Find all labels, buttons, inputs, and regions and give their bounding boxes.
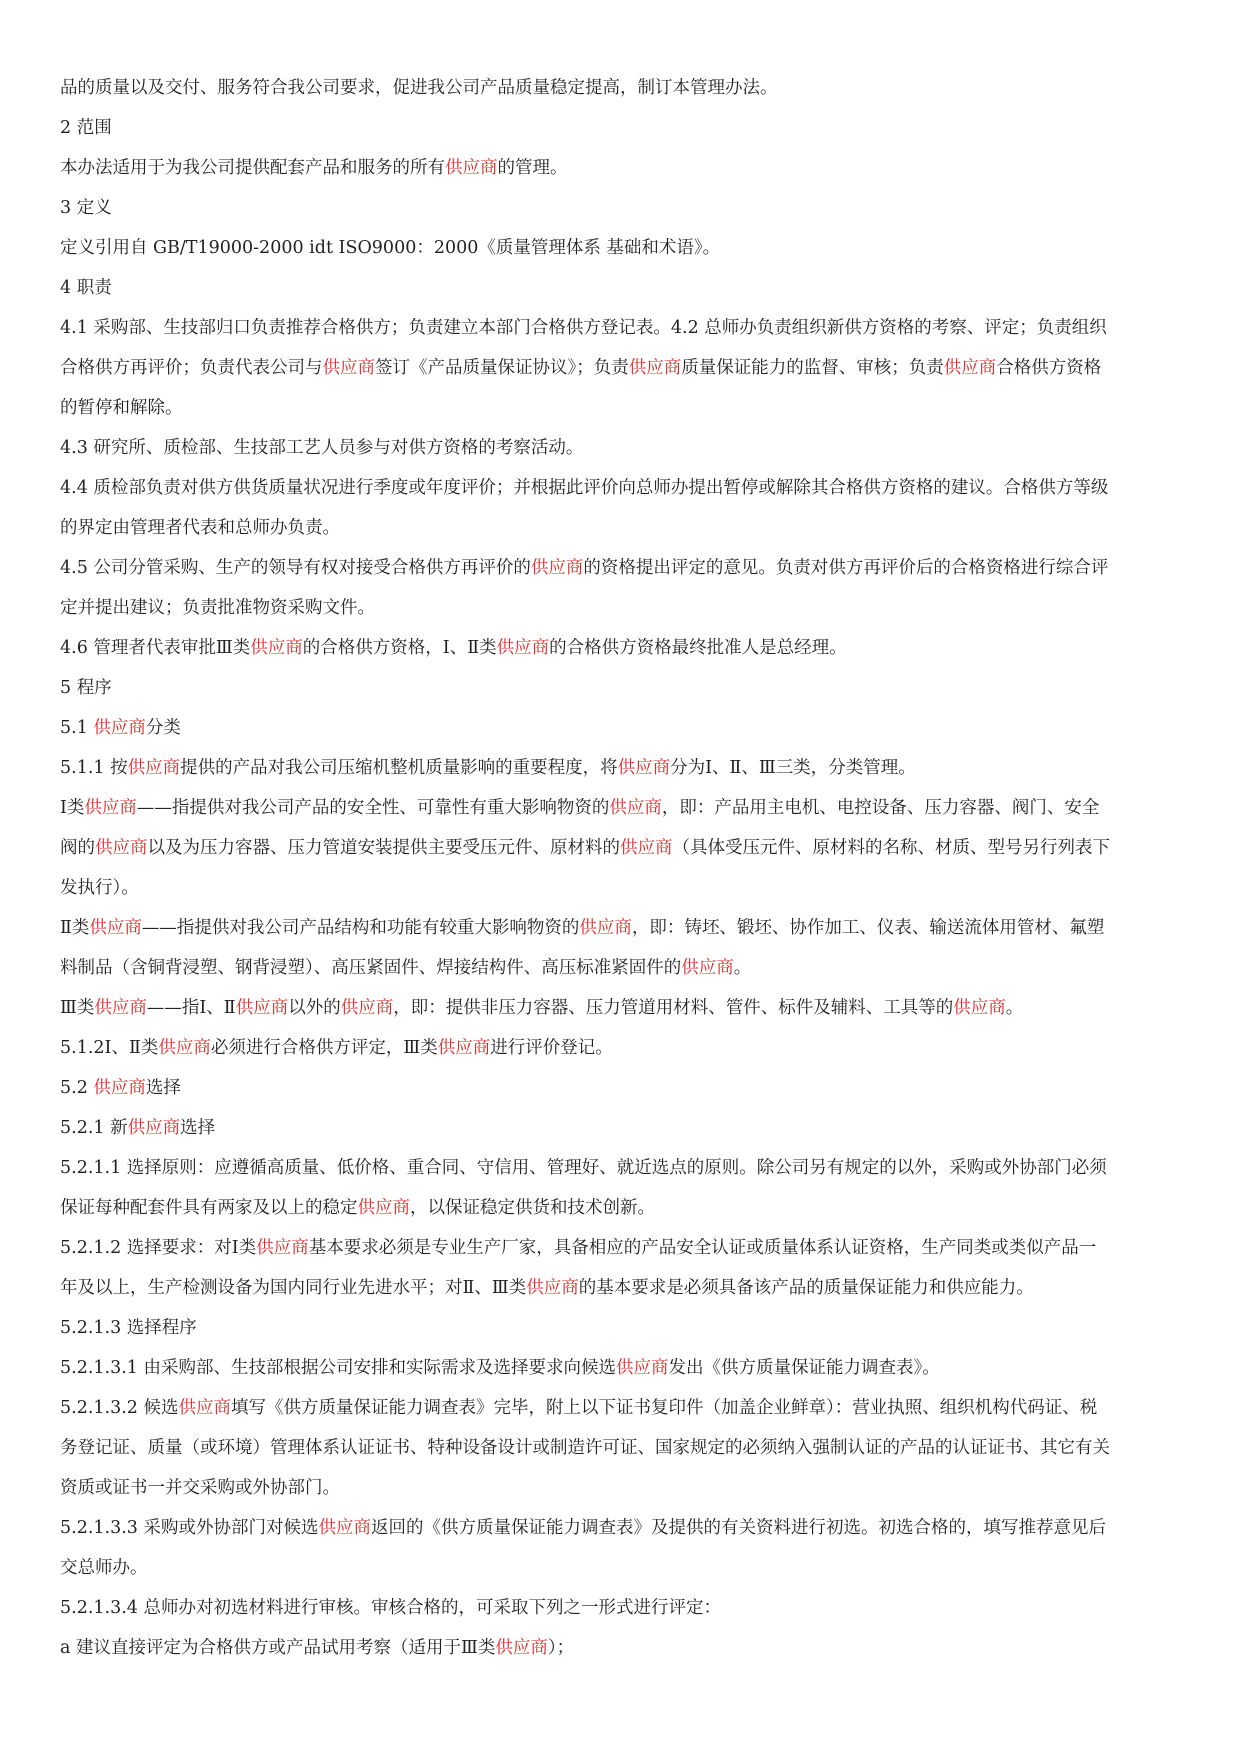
- text-segment: 质量保证能力的监督、审核；负责: [681, 358, 944, 378]
- text-line: [60, 188, 1188, 228]
- text-line: [60, 1188, 1188, 1228]
- highlighted-keyword: 供应商: [943, 358, 997, 378]
- text-segment: ——指提供对我公司产品的安全性、可靠性有重大影响物资的: [136, 798, 610, 818]
- text-segment: 的合格供方资格，Ⅰ、Ⅱ类: [302, 638, 497, 658]
- text-segment: 4.5 公司分管采购、生产的领导有权对接受合格供方再评价的: [60, 558, 531, 578]
- text-segment: 合格供方资格: [996, 358, 1102, 378]
- text-segment: Ⅲ类: [60, 998, 95, 1018]
- text-line: [60, 988, 1188, 1028]
- text-segment: 5.2.1.3.4 总师办对初选材料进行审核。审核合格的，可采取下列之一形式进行评定：: [60, 1598, 721, 1618]
- text-segment: 的基本要求是必须具备该产品的质量保证能力和供应能力。: [578, 1278, 1034, 1298]
- highlighted-keyword: 供应商: [609, 798, 662, 818]
- highlighted-keyword: 供应商: [496, 638, 550, 658]
- text-segment: 资质或证书一并交采购或外协部门。: [60, 1478, 340, 1498]
- text-line: [60, 948, 1188, 988]
- text-segment: （具体受压元件、原材料的名称、材质、型号另行列表下: [672, 838, 1110, 858]
- text-segment: 4.4 质检部负责对供方供货质量状况进行季度或年度评价；并根据此评价向总师办提出暂停或解除其合格供方资格的建议。合格供方等级: [60, 478, 1109, 498]
- text-segment: 4 职责: [60, 278, 112, 298]
- text-segment: ，以保证稳定供货和技术创新。: [410, 1198, 655, 1218]
- text-line: [60, 1268, 1188, 1308]
- text-segment: 签订《产品质量保证协议》；负责: [375, 358, 629, 378]
- text-segment: 保证每种配套件具有两家及以上的稳定: [60, 1198, 358, 1218]
- text-segment: 5.2.1.2 选择要求：对Ⅰ类: [60, 1238, 257, 1258]
- highlighted-keyword: 供应商: [235, 998, 289, 1018]
- text-segment: 分为Ⅰ、Ⅱ、Ⅲ三类，分类管理。: [670, 758, 916, 778]
- text-segment: 合格供方再评价；负责代表公司与: [60, 358, 323, 378]
- text-line: [60, 1308, 1188, 1348]
- text-segment: 5.2.1.3.2 候选: [60, 1398, 179, 1418]
- text-segment: 本办法适用于为我公司提供配套产品和服务的所有: [60, 158, 445, 178]
- highlighted-keyword: 供应商: [256, 1238, 309, 1258]
- text-line: [60, 748, 1188, 788]
- text-segment: 选择: [180, 1118, 216, 1138]
- text-segment: a 建议直接评定为合格供方或产品试用考察（适用于Ⅲ类: [60, 1638, 496, 1658]
- highlighted-keyword: 供应商: [84, 798, 137, 818]
- text-line: [60, 548, 1188, 588]
- text-segment: 分类: [145, 718, 181, 738]
- text-segment: 发出《供方质量保证能力调查表》。: [668, 1358, 940, 1378]
- highlighted-keyword: 供应商: [322, 358, 375, 378]
- highlighted-keyword: 供应商: [93, 718, 146, 738]
- text-segment: 返回的《供方质量保证能力调查表》及提供的有关资料进行初选。初选合格的，填写推荐意见后: [370, 1518, 1106, 1538]
- highlighted-keyword: 供应商: [681, 958, 734, 978]
- highlighted-keyword: 供应商: [445, 158, 498, 178]
- highlighted-keyword: 供应商: [127, 1118, 181, 1138]
- highlighted-keyword: 供应商: [93, 1078, 146, 1098]
- text-segment: Ⅱ类: [60, 918, 90, 938]
- text-line: [60, 708, 1188, 748]
- text-segment: ）；: [547, 1638, 575, 1658]
- text-segment: 5.2.1.3.3 采购或外协部门对候选: [60, 1518, 319, 1538]
- highlighted-keyword: 供应商: [340, 998, 394, 1018]
- text-segment: 年及以上，生产检测设备为国内同行业先进水平；对Ⅱ、Ⅲ类: [60, 1278, 527, 1298]
- text-segment: 2 范围: [60, 118, 112, 138]
- highlighted-keyword: 供应商: [89, 918, 142, 938]
- text-segment: 5.2.1.3.1 由采购部、生技部根据公司安排和实际需求及选择要求向候选: [60, 1358, 616, 1378]
- text-segment: Ⅰ类: [60, 798, 85, 818]
- text-line: [60, 228, 1188, 268]
- text-segment: 5.2.1.1 选择原则：应遵循高质量、低价格、重合同、守信用、管理好、就近选点的原则。除公司另有规定的以外，采购或外协部门必须: [60, 1158, 1107, 1178]
- text-line: [60, 668, 1188, 708]
- text-line: [60, 1348, 1188, 1388]
- text-line: [60, 348, 1188, 388]
- text-line: [60, 388, 1188, 428]
- text-segment: 定并提出建议；负责批准物资采购文件。: [60, 598, 375, 618]
- text-segment: 5.1.2Ⅰ、Ⅱ类: [60, 1038, 159, 1058]
- text-segment: 填写《供方质量保证能力调查表》完毕，附上以下证书复印件（加盖企业鲜章）：营业执照、组织机构代码证、税: [230, 1398, 1098, 1418]
- highlighted-keyword: 供应商: [495, 1638, 548, 1658]
- text-segment: 5.2.1 新: [60, 1118, 128, 1138]
- highlighted-keyword: 供应商: [579, 918, 632, 938]
- text-segment: 5.1.1 按: [60, 758, 128, 778]
- text-segment: 进行评价登记。: [490, 1038, 613, 1058]
- text-segment: 5.2: [60, 1078, 94, 1098]
- text-segment: ——指Ⅰ、Ⅱ: [146, 998, 236, 1018]
- document-body: [60, 68, 1188, 1668]
- highlighted-keyword: 供应商: [357, 1198, 410, 1218]
- text-line: [60, 308, 1188, 348]
- text-line: [60, 1508, 1188, 1548]
- text-segment: 的暂停和解除。: [60, 398, 183, 418]
- highlighted-keyword: 供应商: [615, 1358, 669, 1378]
- text-line: [60, 628, 1188, 668]
- text-segment: ——指提供对我公司产品结构和功能有较重大影响物资的: [141, 918, 580, 938]
- text-line: [60, 828, 1188, 868]
- text-line: [60, 1588, 1188, 1628]
- highlighted-keyword: 供应商: [620, 838, 673, 858]
- text-segment: 5.1: [60, 718, 94, 738]
- text-line: [60, 908, 1188, 948]
- highlighted-keyword: 供应商: [437, 1038, 491, 1058]
- text-line: [60, 468, 1188, 508]
- text-segment: 。: [733, 958, 752, 978]
- text-line: [60, 108, 1188, 148]
- highlighted-keyword: 供应商: [617, 758, 671, 778]
- highlighted-keyword: 供应商: [953, 998, 1006, 1018]
- highlighted-keyword: 供应商: [94, 998, 147, 1018]
- highlighted-keyword: 供应商: [530, 558, 584, 578]
- text-segment: 选择: [145, 1078, 181, 1098]
- text-line: [60, 68, 1188, 108]
- text-segment: 5 程序: [60, 678, 112, 698]
- text-segment: 料制品（含铜背浸塑、钢背浸塑）、高压紧固件、焊接结构件、高压标准紧固件的: [60, 958, 682, 978]
- text-segment: 务登记证、质量（或环境）管理体系认证证书、特种设备设计或制造许可证、国家规定的必须纳入强制认证的产品的认证证书、其它有关: [60, 1438, 1110, 1458]
- highlighted-keyword: 供应商: [178, 1398, 231, 1418]
- text-line: [60, 1428, 1188, 1468]
- text-line: [60, 1468, 1188, 1508]
- text-line: [60, 1388, 1188, 1428]
- text-line: [60, 1628, 1188, 1668]
- text-segment: ，即：铸坯、锻坯、协作加工、仪表、输送流体用管材、氟塑: [631, 918, 1105, 938]
- text-segment: 的管理。: [497, 158, 568, 178]
- text-segment: 以及为压力容器、压力管道安装提供主要受压元件、原材料的: [147, 838, 620, 858]
- text-line: [60, 268, 1188, 308]
- text-line: [60, 1108, 1188, 1148]
- text-segment: 的资格提出评定的意见。负责对供方再评价后的合格资格进行综合评: [583, 558, 1109, 578]
- text-line: [60, 1148, 1188, 1188]
- highlighted-keyword: 供应商: [95, 838, 148, 858]
- text-line: [60, 788, 1188, 828]
- text-line: [60, 428, 1188, 468]
- text-line: [60, 1548, 1188, 1588]
- text-segment: 基本要求必须是专业生产厂家，具备相应的产品安全认证或质量体系认证资格，生产同类或类似产品一: [308, 1238, 1097, 1258]
- text-segment: 5.2.1.3 选择程序: [60, 1318, 197, 1338]
- text-segment: 4.1 采购部、生技部归口负责推荐合格供方；负责建立本部门合格供方登记表。4.2 总师办负责组织新供方资格的考察、评定；负责组织: [60, 318, 1107, 338]
- text-segment: 以外的: [288, 998, 341, 1018]
- highlighted-keyword: 供应商: [158, 1038, 211, 1058]
- highlighted-keyword: 供应商: [526, 1278, 579, 1298]
- text-line: [60, 1228, 1188, 1268]
- highlighted-keyword: 供应商: [127, 758, 181, 778]
- text-segment: 阀的: [60, 838, 95, 858]
- text-segment: 3 定义: [60, 198, 112, 218]
- text-line: [60, 868, 1188, 908]
- text-segment: 必须进行合格供方评定，Ⅲ类: [210, 1038, 438, 1058]
- text-segment: 。: [1005, 998, 1024, 1018]
- highlighted-keyword: 供应商: [318, 1518, 371, 1538]
- text-segment: ，即：提供非压力容器、压力管道用材料、管件、标件及辅料、工具等的: [393, 998, 954, 1018]
- highlighted-keyword: 供应商: [250, 638, 303, 658]
- text-line: [60, 508, 1188, 548]
- text-segment: 交总师办。: [60, 1558, 148, 1578]
- text-segment: 提供的产品对我公司压缩机整机质量影响的重要程度，将: [180, 758, 618, 778]
- text-line: [60, 1028, 1188, 1068]
- text-segment: 4.3 研究所、质检部、生技部工艺人员参与对供方资格的考察活动。: [60, 438, 584, 458]
- text-segment: 定义引用自 GB/T19000-2000 idt ISO9000：2000《质量管理体系 基础和术语》。: [60, 238, 721, 258]
- text-segment: 品的质量以及交付、服务符合我公司要求，促进我公司产品质量稳定提高，制订本管理办法。: [60, 78, 778, 98]
- text-segment: ，即：产品用主电机、电控设备、压力容器、阀门、安全: [661, 798, 1100, 818]
- text-line: [60, 588, 1188, 628]
- highlighted-keyword: 供应商: [628, 358, 682, 378]
- text-line: [60, 148, 1188, 188]
- text-segment: 的合格供方资格最终批准人是总经理。: [549, 638, 847, 658]
- text-segment: 的界定由管理者代表和总师办负责。: [60, 518, 340, 538]
- text-segment: 发执行）。: [60, 878, 139, 898]
- text-segment: 4.6 管理者代表审批Ⅲ类: [60, 638, 251, 658]
- text-line: [60, 1068, 1188, 1108]
